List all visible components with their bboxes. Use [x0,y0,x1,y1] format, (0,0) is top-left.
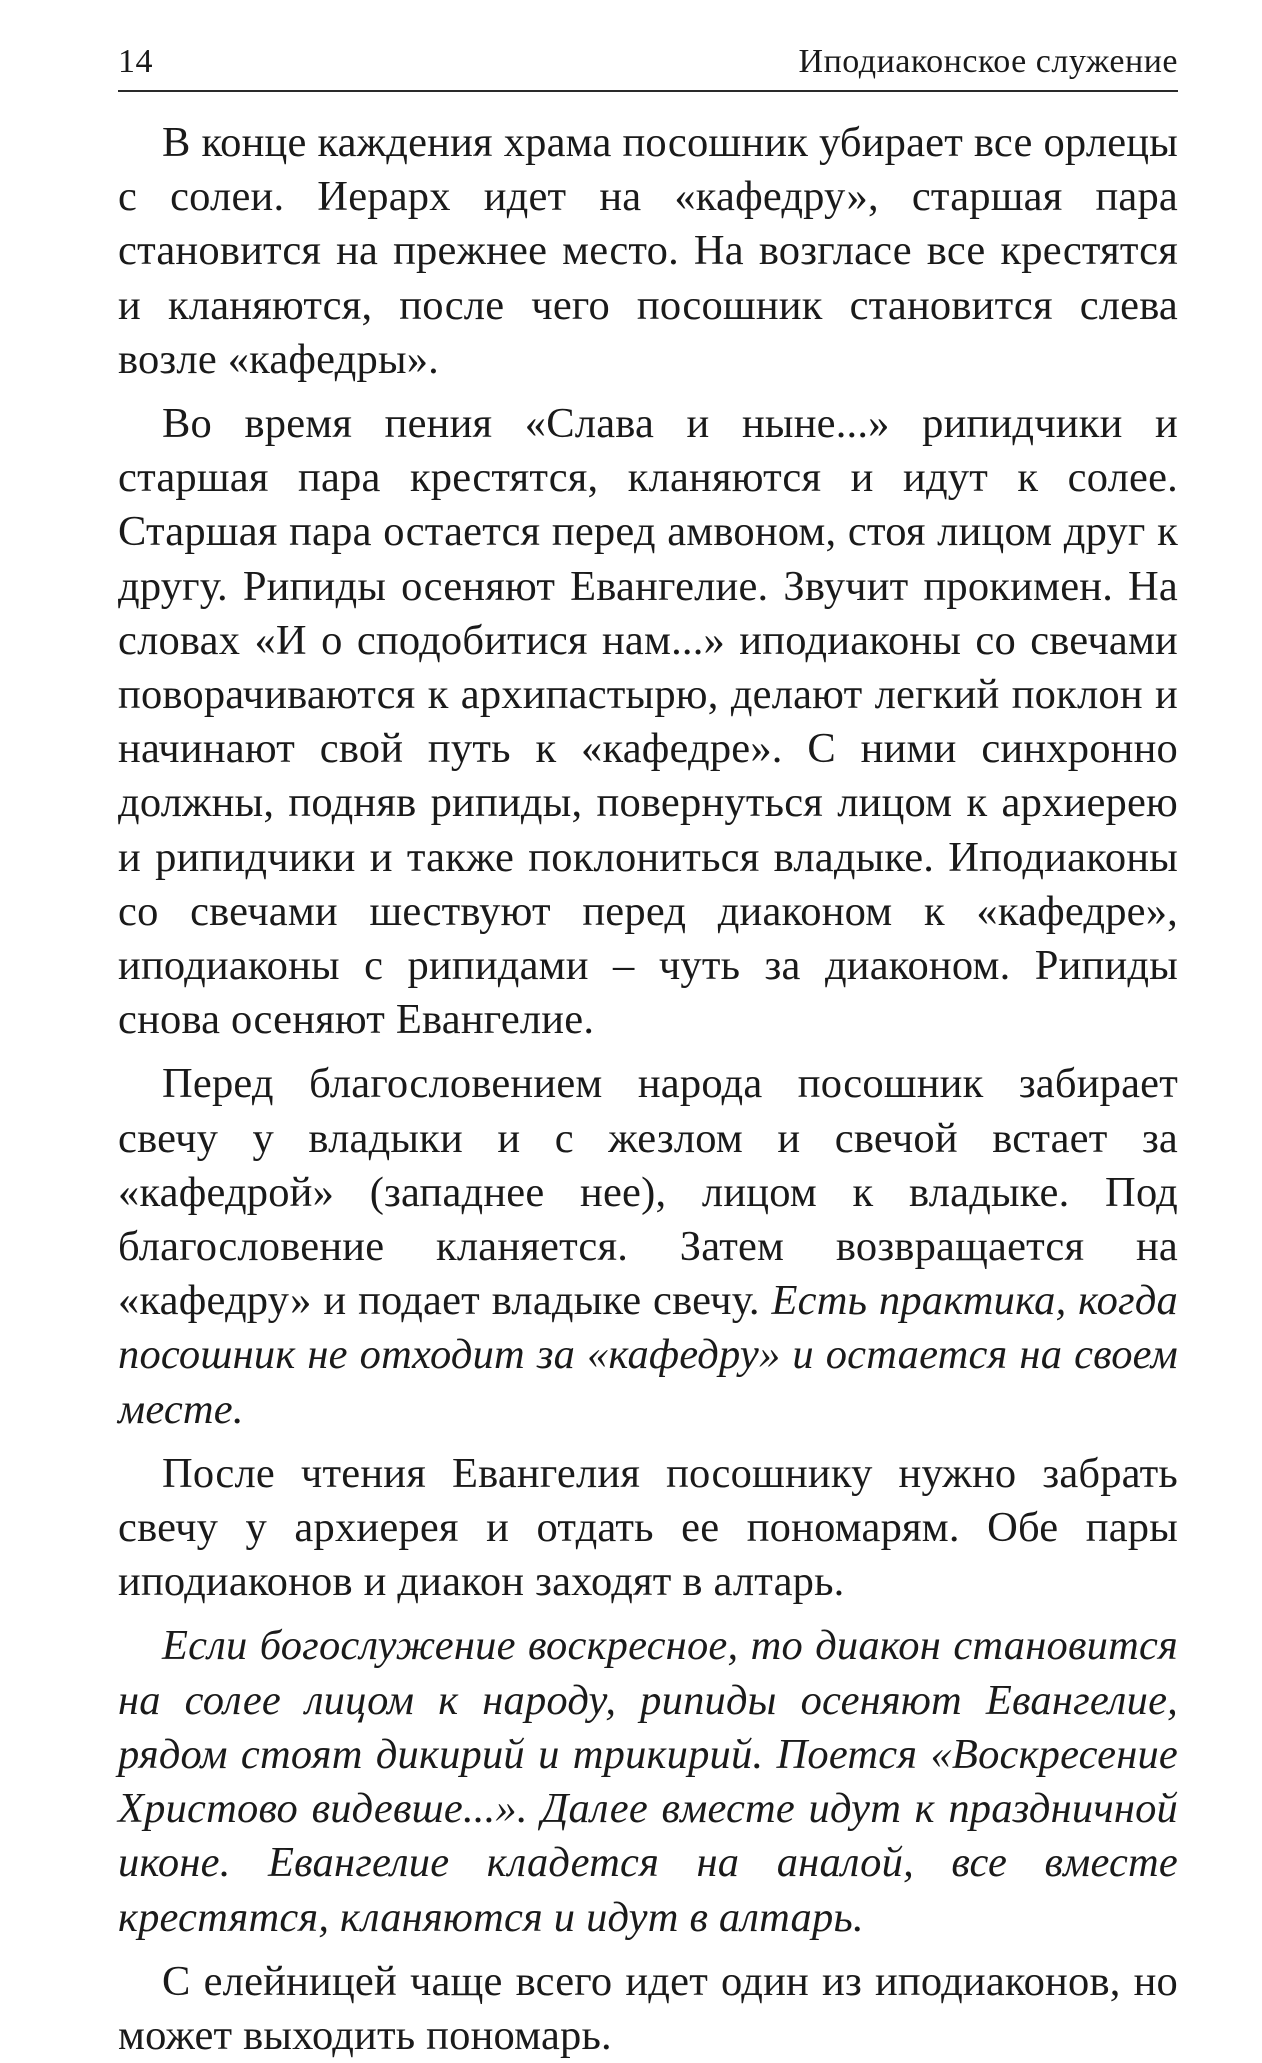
body-text [118,116,1178,2063]
paragraph-4 [118,1447,1178,1610]
page-number: 14 [118,43,153,80]
paragraph-text: Во время пения «Слава и ныне...» рипидчики и старшая пара крестятся, кланяются и идут к солее. Старшая пара остается перед амвоном, стоя лицом друг к другу. Рипиды осеняют Евангелие. Звучит прокимен. На словах «И о сподобитися нам...» иподиаконы со свечами поворачиваются к архипастырю, делают легкий поклон и начинают свой путь к «кафедре». С ними синхронно должны, подняв рипиды, повернуться лицом к архиерею и рипидчики и также поклониться владыке. Иподиаконы со свечами шествуют перед диаконом к «кафедре», иподиаконы с рипидами – чуть за диаконом. Рипиды снова осеняют Евангелие. [118,400,1178,1044]
paragraph-text: После чтения Евангелия посошнику нужно забрать свечу у архиерея и отдать ее пономарям. Обе пары иподиаконов и диакон заходят в алтарь. [118,1449,1178,1606]
page-header [118,40,1178,92]
book-page [118,40,1178,2063]
paragraph-2 [118,397,1178,1047]
paragraph-5 [118,1619,1178,1944]
paragraph-italic-note: Если богослужение воскресное, то диакон становится на солее лицом к народу, рипиды осеняют Евангелие, рядом стоят дикирий и трикирий. Поется «Воскресение Христово видевше...». Далее вместе идут к праздничной иконе. Евангелие кладется на аналой, все вместе крестятся, кланяются и идут в алтарь. [118,1622,1178,1941]
paragraph-text: Перед благословением народа посошник забирает свечу у владыки и с жезлом и свечой встает за «кафедрой» (западнее нее), лицом к владыке. Под благословение кланяется. Затем возвращается на «кафедру» и подает владыке свечу. [118,1060,1178,1325]
paragraph-6 [118,1955,1178,2063]
running-title: Иподиаконское служение [798,43,1178,80]
paragraph-italic-note: Есть практика, когда посошник не отходит за «кафедру» и остается на своем месте. [118,1277,1178,1433]
paragraph-text: С елейницей чаще всего идет один из иподиаконов, но может выходить пономарь. [118,1957,1178,2059]
paragraph-1 [118,116,1178,387]
paragraph-text: В конце каждения храма посошник убирает все орлецы с солеи. Иерарх идет на «кафедру», старшая пара становится на прежнее место. На возгласе все крестятся и кланяются, после чего посошник становится слева возле «кафедры». [118,119,1178,383]
paragraph-3 [118,1057,1178,1436]
